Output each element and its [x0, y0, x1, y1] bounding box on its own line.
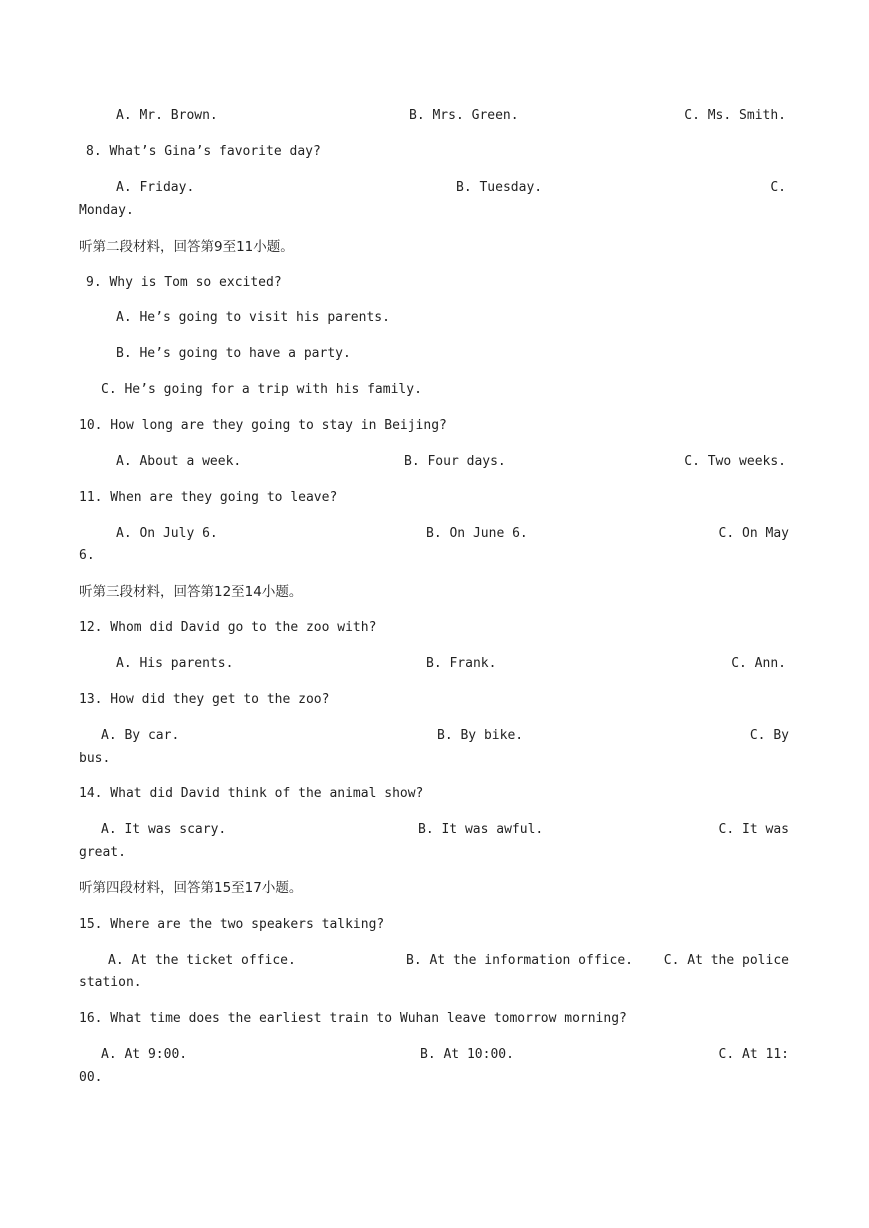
- q14-option-c: C. It was: [718, 822, 789, 837]
- q15-option-c-continued: station.: [79, 975, 142, 990]
- q16-option-b: B. At 10:00.: [420, 1047, 514, 1062]
- q14-option-b: B. It was awful.: [418, 822, 544, 837]
- q11-option-a: A. On July 6.: [116, 526, 218, 541]
- q10-option-b: B. Four days.: [404, 454, 506, 469]
- section-4-heading: 听第四段材料，回答第15至17小题。: [79, 880, 303, 896]
- q9-option-c: C. He’s going for a trip with his family.: [101, 382, 422, 397]
- q9-option-a: A. He’s going to visit his parents.: [116, 310, 390, 325]
- q13-option-a: A. By car.: [101, 728, 180, 743]
- q7-option-b: B. Mrs. Green.: [409, 108, 519, 123]
- section-2-heading: 听第二段材料，回答第9至11小题。: [79, 239, 294, 255]
- q13-option-b: B. By bike.: [437, 728, 524, 743]
- q15-option-c: C. At the police: [663, 953, 789, 968]
- q11-option-b: B. On June 6.: [426, 526, 528, 541]
- section-3-heading: 听第三段材料，回答第12至14小题。: [79, 584, 303, 600]
- q7-option-a: A. Mr. Brown.: [116, 108, 218, 123]
- q10-option-c: C. Two weeks.: [684, 454, 786, 469]
- q10-option-a: A. About a week.: [116, 454, 242, 469]
- q10-stem: 10. How long are they going to stay in Beijing?: [79, 418, 447, 433]
- q8-option-a: A. Friday.: [116, 180, 195, 195]
- q13-option-c-continued: bus.: [79, 751, 111, 766]
- q8-option-c: C.: [770, 180, 786, 195]
- q16-option-c-continued: 00.: [79, 1070, 103, 1085]
- q15-option-b: B. At the information office.: [406, 953, 633, 968]
- q12-option-b: B. Frank.: [426, 656, 497, 671]
- q9-stem: 9. Why is Tom so excited?: [86, 275, 282, 290]
- q13-option-c: C. By: [749, 728, 789, 743]
- q8-stem: 8. What’s Gina’s favorite day?: [86, 144, 321, 159]
- q16-stem: 16. What time does the earliest train to Wuhan leave tomorrow morning?: [79, 1011, 627, 1026]
- q8-option-b: B. Tuesday.: [456, 180, 543, 195]
- q14-stem: 14. What did David think of the animal show?: [79, 786, 424, 801]
- q14-option-a: A. It was scary.: [101, 822, 227, 837]
- q9-option-b: B. He’s going to have a party.: [116, 346, 351, 361]
- q15-option-a: A. At the ticket office.: [108, 953, 296, 968]
- q12-option-a: A. His parents.: [116, 656, 234, 671]
- q8-option-c-continued: Monday.: [79, 203, 134, 218]
- q12-stem: 12. Whom did David go to the zoo with?: [79, 620, 377, 635]
- q14-option-c-continued: great.: [79, 845, 126, 860]
- q16-option-c: C. At 11:: [718, 1047, 789, 1062]
- q16-option-a: A. At 9:00.: [101, 1047, 188, 1062]
- q13-stem: 13. How did they get to the zoo?: [79, 692, 330, 707]
- q11-option-c-continued: 6.: [79, 548, 95, 563]
- q12-option-c: C. Ann.: [731, 656, 786, 671]
- q11-stem: 11. When are they going to leave?: [79, 490, 338, 505]
- q15-stem: 15. Where are the two speakers talking?: [79, 917, 385, 932]
- q11-option-c: C. On May: [718, 526, 789, 541]
- q7-option-c: C. Ms. Smith.: [684, 108, 786, 123]
